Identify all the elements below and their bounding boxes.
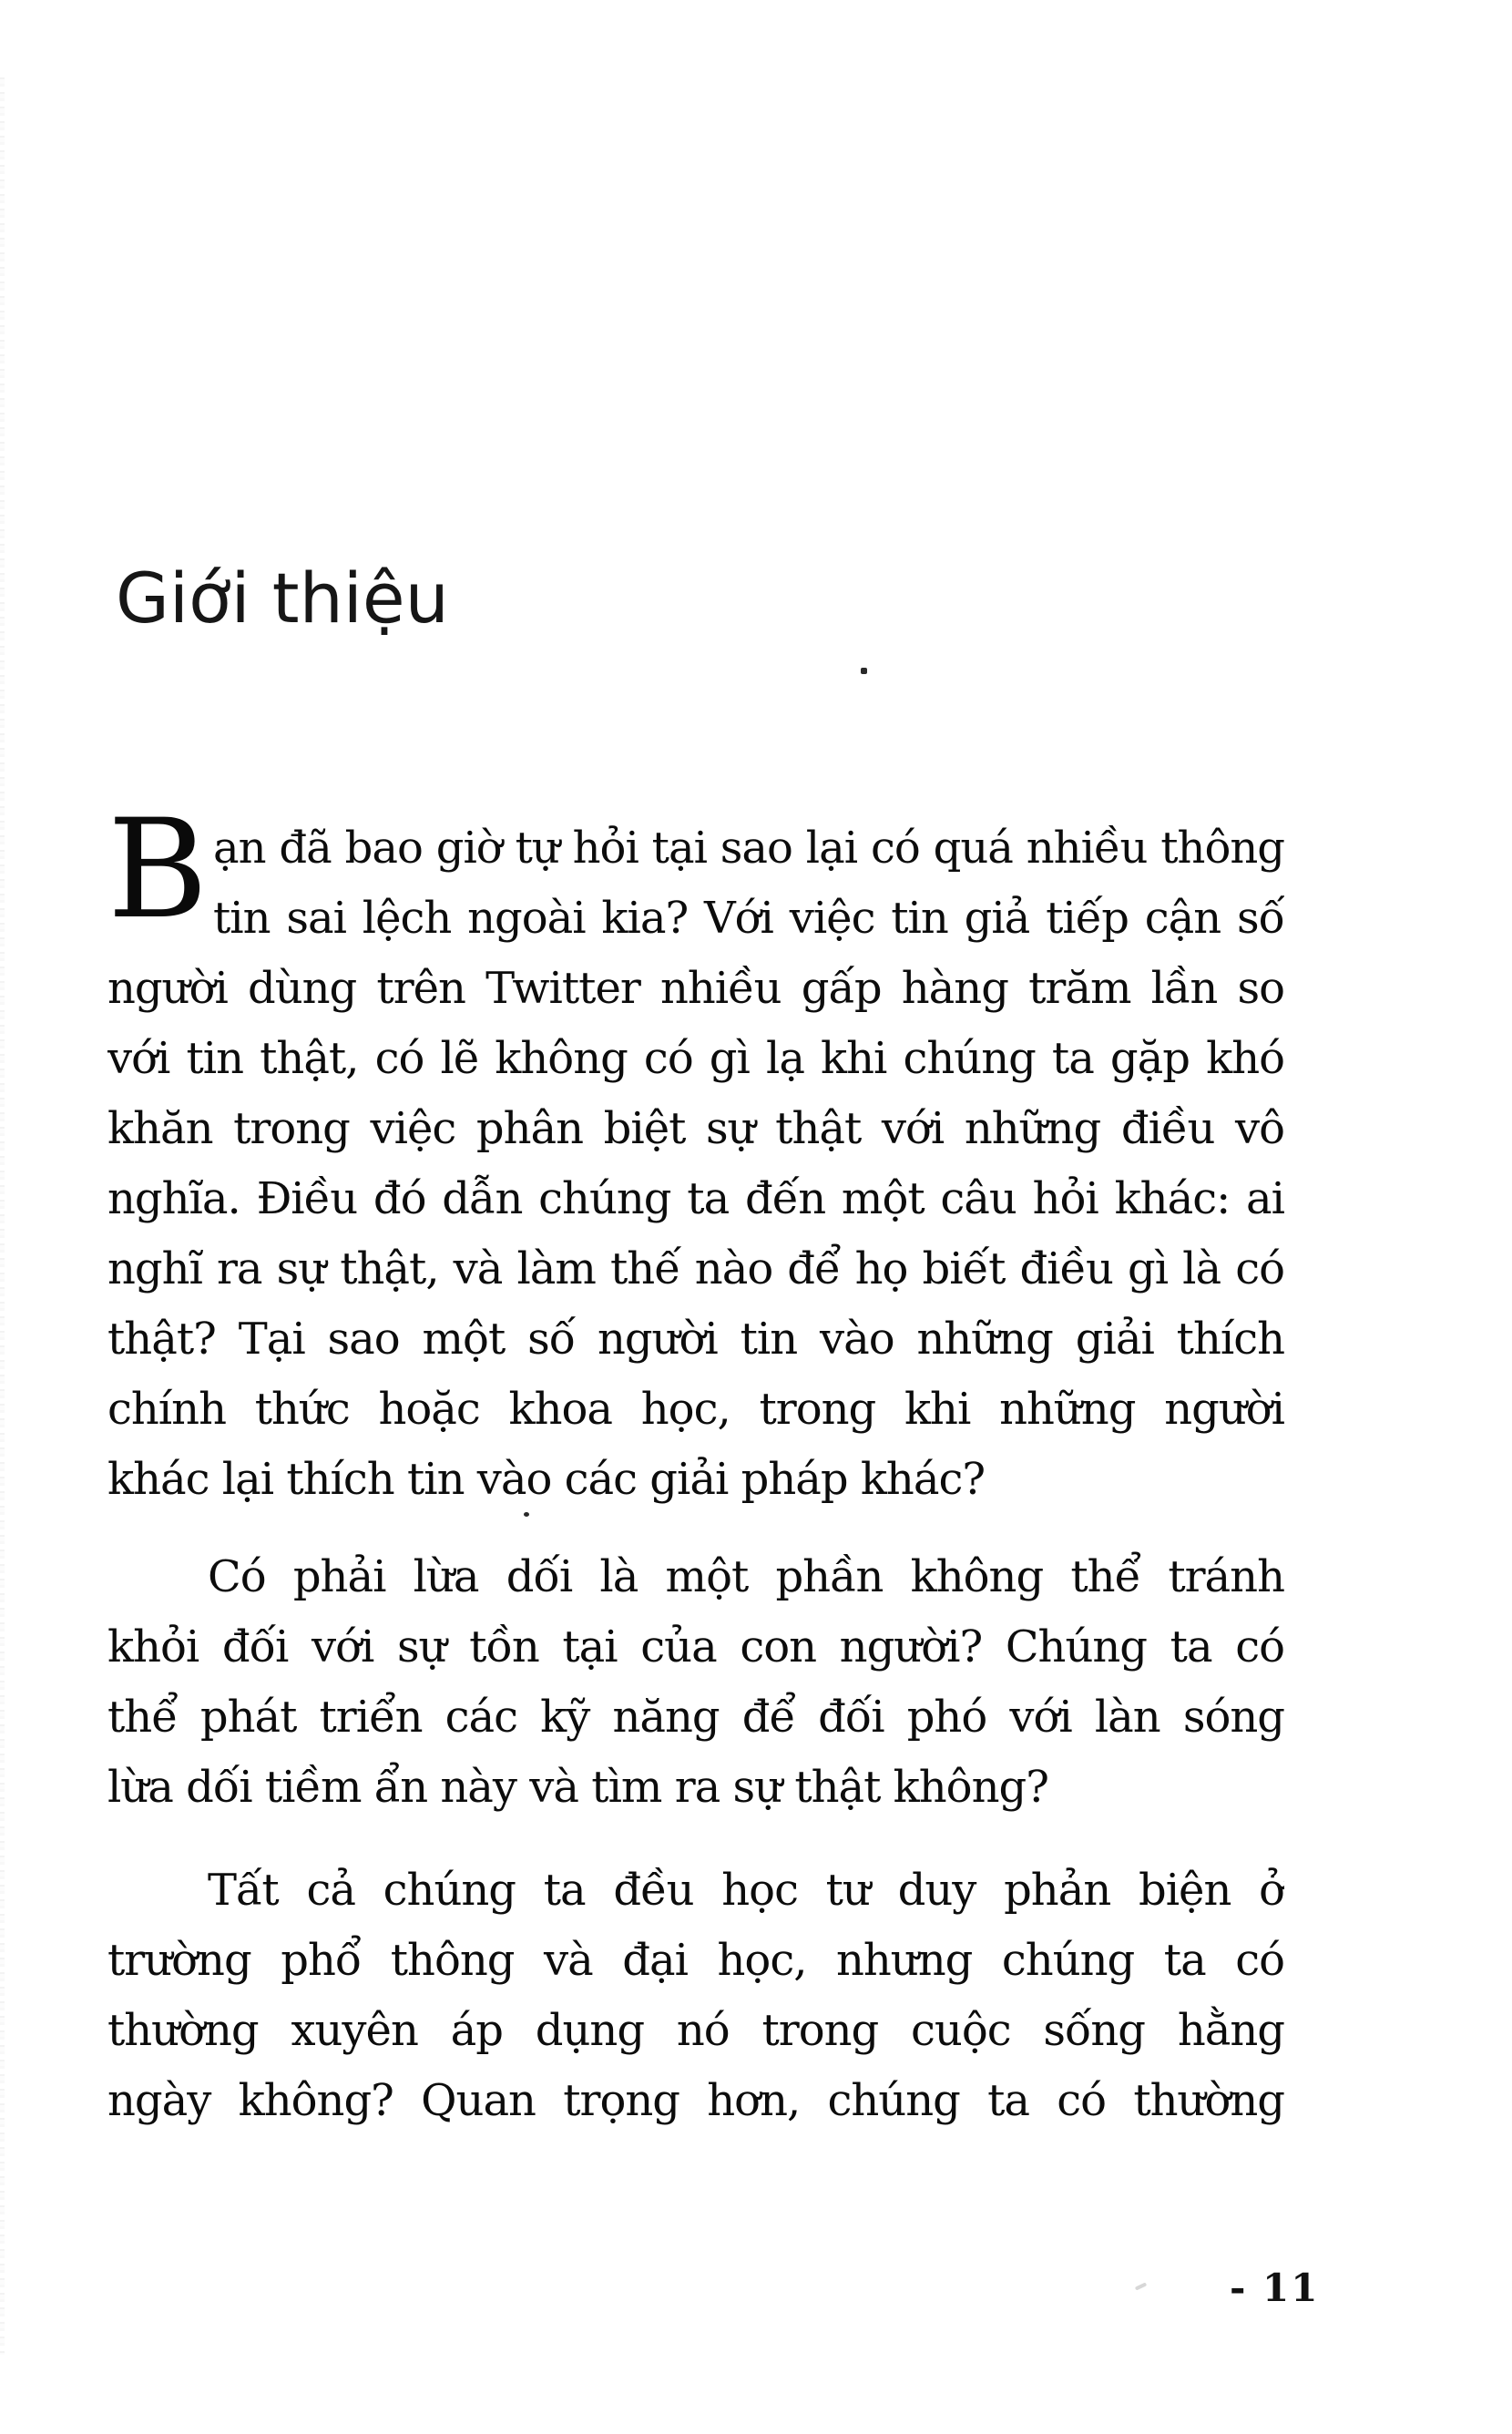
text-line: chính thức hoặc khoa học, trong khi những người [107,1384,1284,1435]
text-line: ạn đã bao giờ tự hỏi tại sao lại có quá nhiều thông [213,823,1284,874]
text-line: thường xuyên áp dụng nó trong cuộc sống hằng [107,2005,1284,2056]
paragraph [107,1542,1284,1823]
paragraph [107,813,1284,1515]
body-text [107,813,1284,2136]
scan-edge-artifact [0,77,5,2355]
text-line: tin sai lệch ngoài kia? Với việc tin giả tiếp cận số [213,893,1284,944]
ink-speck [1135,2282,1147,2290]
text-line: lừa dối tiềm ẩn này và tìm ra sự thật không? [107,1762,1048,1813]
text-line: nghĩa. Điều đó dẫn chúng ta đến một câu hỏi khác: ai [107,1173,1284,1224]
text-line: Có phải lừa dối là một phần không thể tránh [208,1551,1284,1602]
text-line: khác lại thích tin vào các giải pháp khác? [107,1454,986,1505]
text-line: thể phát triển các kỹ năng để đối phó với làn sóng [107,1692,1284,1743]
drop-cap: B [107,791,209,949]
text-line: Tất cả chúng ta đều học tư duy phản biện ở [208,1865,1284,1916]
text-line: người dùng trên Twitter nhiều gấp hàng trăm lần so [107,963,1284,1014]
page-number: - 11 [1230,2265,1320,2310]
text-line: trường phổ thông và đại học, nhưng chúng ta có [107,1935,1284,1986]
text-line: thật? Tại sao một số người tin vào những giải thích [107,1314,1284,1365]
chapter-title: Giới thiệu [116,557,449,639]
text-line: với tin thật, có lẽ không có gì lạ khi chúng ta gặp khó [107,1033,1284,1084]
text-line: khỏi đối với sự tồn tại của con người? Chúng ta có [107,1621,1284,1672]
text-line: ngày không? Quan trọng hơn, chúng ta có thường [107,2075,1284,2126]
paragraph [107,1856,1284,2136]
ink-speck [861,668,867,674]
text-line: nghĩ ra sự thật, và làm thế nào để họ biết điều gì là có [107,1243,1284,1294]
text-line: khăn trong việc phân biệt sự thật với những điều vô [107,1103,1284,1154]
